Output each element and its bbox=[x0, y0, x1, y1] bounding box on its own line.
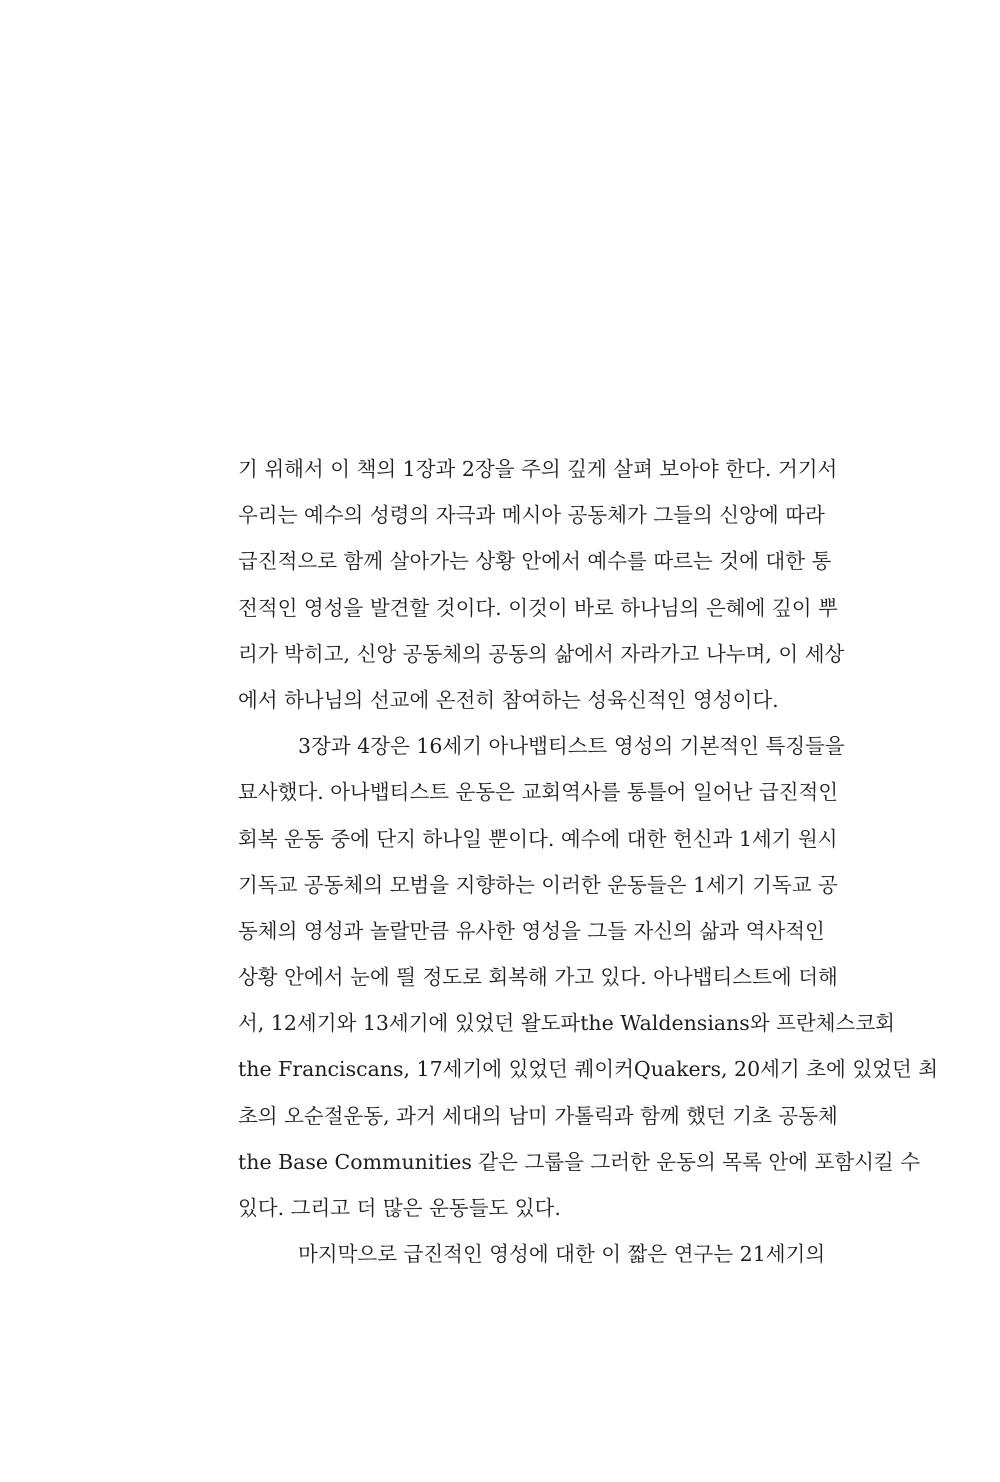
text-line: 마지막으로 급진적인 영성에 대한 이 짧은 연구는 21세기의 bbox=[298, 1242, 826, 1267]
text-line: 기 위해서 이 책의 1장과 2장을 주의 깊게 살펴 보아야 한다. 거기서 bbox=[238, 457, 838, 481]
text-line: 3장과 4장은 16세기 아나뱁티스트 영성의 기본적인 특징들을 bbox=[298, 734, 845, 759]
paragraph-3 bbox=[238, 1235, 826, 1281]
text-line: 급진적으로 함께 살아가는 상황 안에서 예수를 따르는 것에 대한 통 bbox=[238, 549, 832, 574]
text-line: 리가 박히고, 신앙 공동체의 공동의 삶에서 자라가고 나누며, 이 세상 bbox=[238, 641, 845, 666]
text-line: 있다. 그리고 더 많은 운동들도 있다. bbox=[238, 1196, 561, 1220]
text-line: 기독교 공동체의 모범을 지향하는 이러한 운동들은 1세기 기독교 공 bbox=[238, 872, 838, 897]
text-line: the Base Communities 같은 그룹을 그러한 운동의 목록 안에 포함시킬 수 bbox=[238, 1149, 921, 1174]
text-line: 동체의 영성과 놀랄만큼 유사한 영성을 그들 자신의 삶과 역사적인 bbox=[238, 918, 825, 943]
text-line: 에서 하나님의 선교에 온전히 참여하는 성육신적인 영성이다. bbox=[238, 687, 779, 712]
text-line: 상황 안에서 눈에 띌 정도로 회복해 가고 있다. 아나뱁티스트에 더해 bbox=[238, 965, 838, 990]
text-line: 회복 운동 중에 단지 하나일 뿐이다. 예수에 대한 헌신과 1세기 원시 bbox=[238, 826, 838, 851]
text-line: 초의 오순절운동, 과거 세대의 남미 가톨릭과 함께 했던 기초 공동체 bbox=[238, 1103, 838, 1128]
text-line: 서, 12세기와 13세기에 있었던 왈도파the Waldensians와 프란체스코회 bbox=[238, 1011, 895, 1036]
text-line: the Franciscans, 17세기에 있었던 퀘이커Quakers, 20세기 초에 있었던 최 bbox=[238, 1057, 939, 1082]
text-line: 우리는 예수의 성령의 자극과 메시아 공동체가 그들의 신앙에 따라 bbox=[238, 503, 825, 528]
text-line: 전적인 영성을 발견할 것이다. 이것이 바로 하나님의 은혜에 깊이 뿌 bbox=[238, 595, 838, 620]
body-text bbox=[238, 450, 939, 1281]
paragraph-1 bbox=[238, 450, 845, 727]
paragraph-2 bbox=[238, 727, 939, 1235]
text-line: 묘사했다. 아나뱁티스트 운동은 교회역사를 통틀어 일어난 급진적인 bbox=[238, 780, 839, 805]
